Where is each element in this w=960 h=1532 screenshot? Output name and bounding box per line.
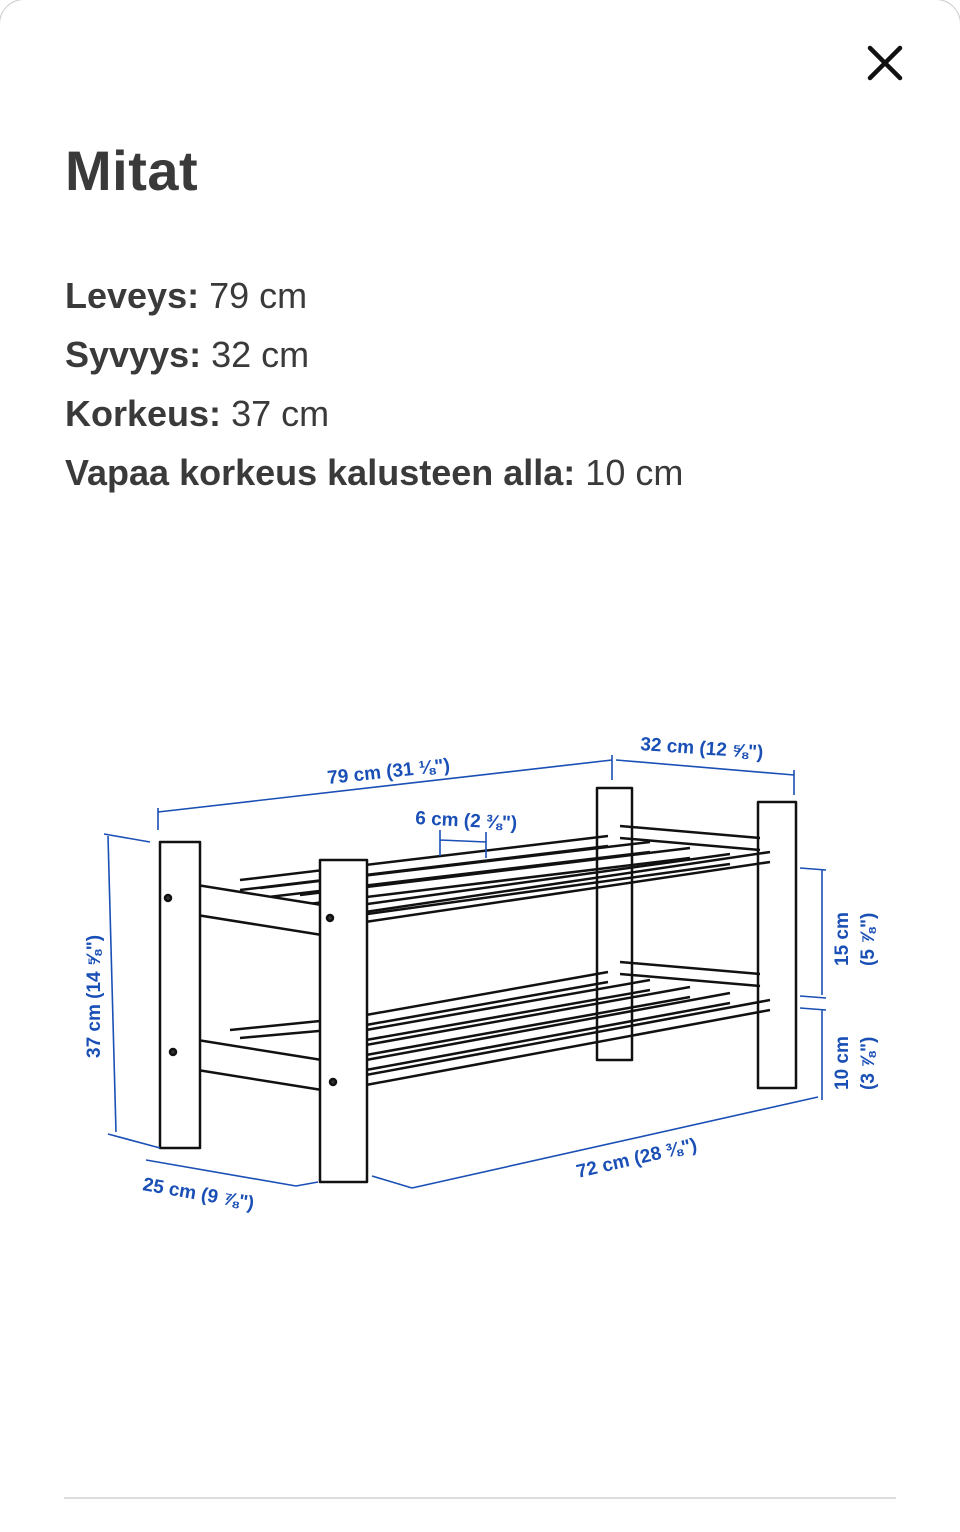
clearance-in-label: (3 ⅞") [858,1036,879,1090]
page-title: Mitat [65,139,199,202]
dimension-clearance: Vapaa korkeus kalusteen alla: 10 cm [65,452,684,493]
width-label: 79 cm (31 ⅛") [326,755,451,789]
shoe-rack-dimension-diagram [0,700,960,1260]
inner-width-label: 72 cm (28 ⅜") [574,1134,700,1183]
clearance-cm-label: 10 cm [832,1036,853,1090]
height-label: 37 cm (14 ⅝") [84,934,105,1058]
divider [64,1497,896,1499]
dimension-height: Korkeus: 37 cm [65,393,330,434]
depth-label: 32 cm (12 ⅝") [639,734,764,764]
rod-gap-label: 6 cm (2 ⅜") [414,808,518,835]
dimensions-list [65,266,683,502]
side-depth-label: 25 cm (9 ⅞") [141,1174,256,1215]
dimension-depth: Syvyys: 32 cm [65,334,310,375]
close-icon[interactable] [862,40,908,86]
shelf-gap-in-label: (5 ⅞") [858,912,879,966]
shelf-gap-cm-label: 15 cm [832,912,853,966]
dimension-width: Leveys: 79 cm [65,275,308,316]
